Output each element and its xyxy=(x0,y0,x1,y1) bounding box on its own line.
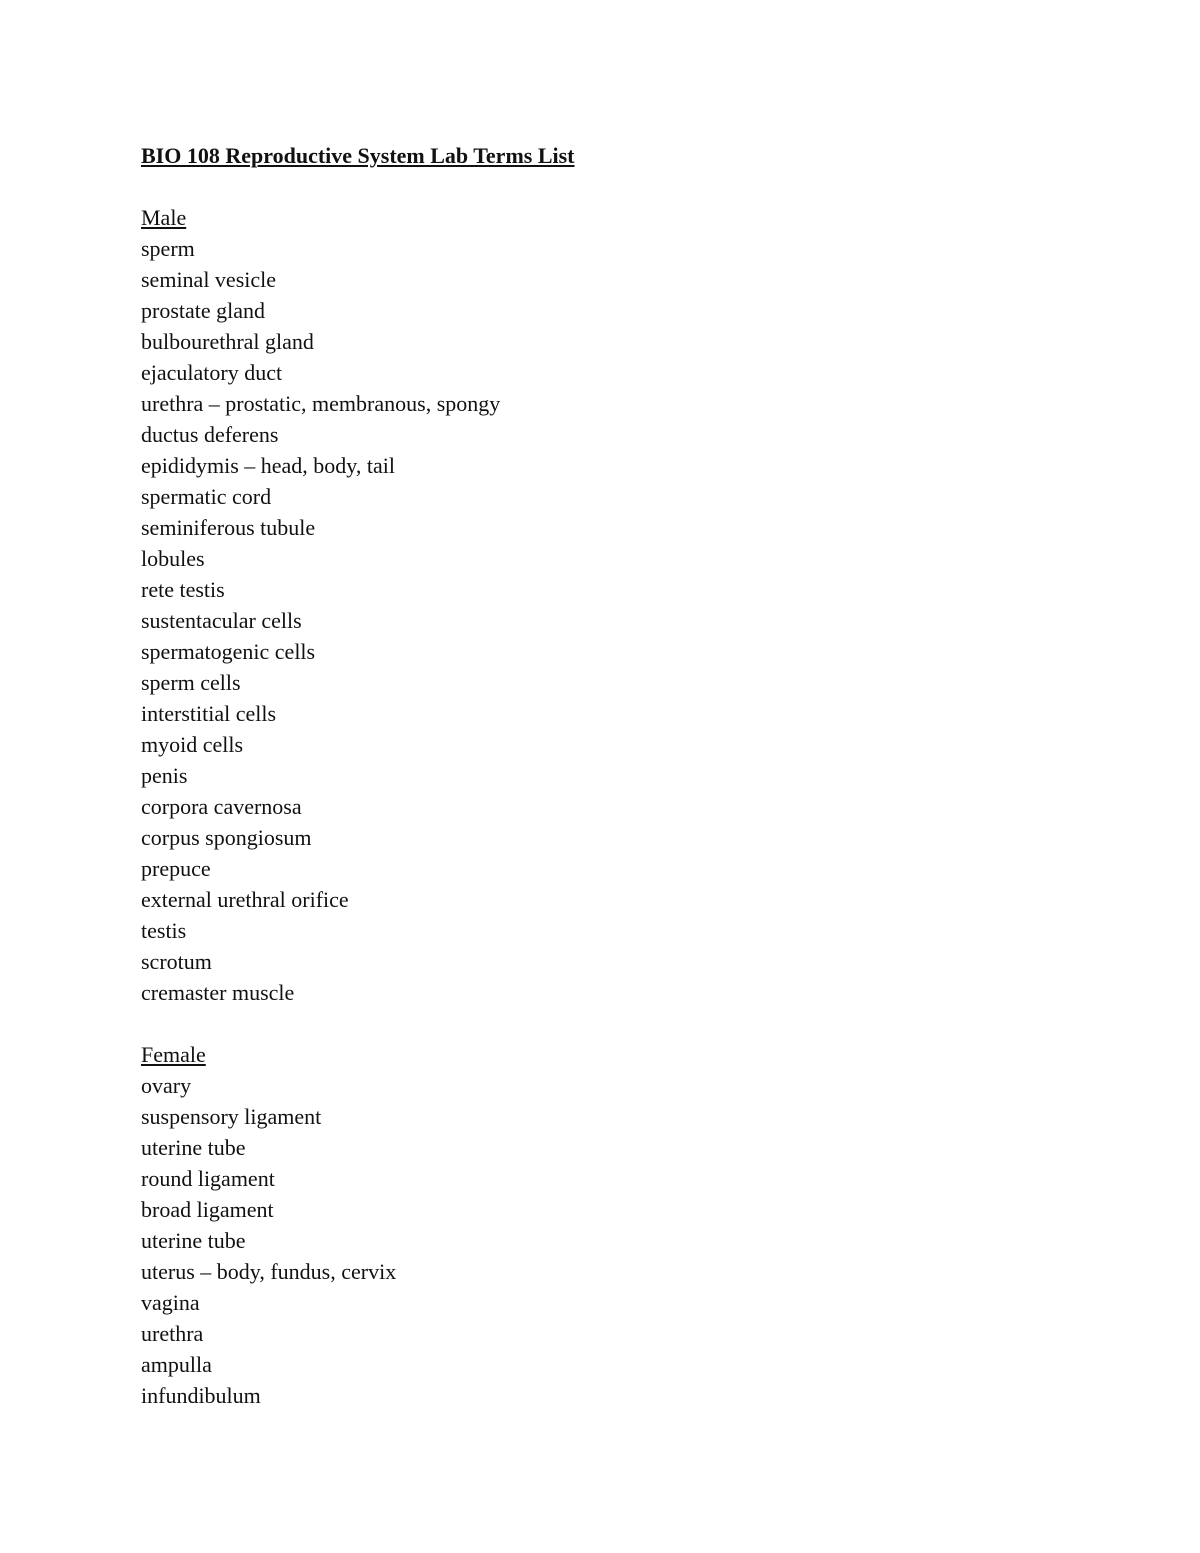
list-item: myoid cells xyxy=(141,732,244,757)
list-item: epididymis – head, body, tail xyxy=(141,453,395,478)
list-item: urethra – prostatic, membranous, spongy xyxy=(141,391,501,416)
blank-line xyxy=(141,1008,575,1039)
section-heading-male: Male xyxy=(141,205,187,230)
list-item: prostate gland xyxy=(141,298,266,323)
list-item: vagina xyxy=(141,1290,200,1315)
list-item: suspensory ligament xyxy=(141,1104,322,1129)
list-item: sperm xyxy=(141,236,195,261)
list-item: seminal vesicle xyxy=(141,267,277,292)
list-item: ductus deferens xyxy=(141,422,279,447)
list-item: uterine tube xyxy=(141,1228,246,1253)
section-male xyxy=(141,202,575,1008)
list-item: sustentacular cells xyxy=(141,608,302,633)
list-item: seminiferous tubule xyxy=(141,515,316,540)
list-item: ejaculatory duct xyxy=(141,360,283,385)
list-item: spermatic cord xyxy=(141,484,272,509)
section-female xyxy=(141,1039,575,1411)
list-item: cremaster muscle xyxy=(141,980,295,1005)
list-item: external urethral orifice xyxy=(141,887,349,912)
list-item: urethra xyxy=(141,1321,204,1346)
list-item: rete testis xyxy=(141,577,225,602)
list-item: interstitial cells xyxy=(141,701,277,726)
blank-line xyxy=(141,171,575,202)
list-item: corpora cavernosa xyxy=(141,794,302,819)
list-item: sperm cells xyxy=(141,670,241,695)
list-item: testis xyxy=(141,918,187,943)
list-item: scrotum xyxy=(141,949,212,974)
section-heading-female: Female xyxy=(141,1042,206,1067)
list-item: ovary xyxy=(141,1073,192,1098)
list-item: prepuce xyxy=(141,856,211,881)
list-item: bulbourethral gland xyxy=(141,329,314,354)
list-item: corpus spongiosum xyxy=(141,825,312,850)
list-item: uterus – body, fundus, cervix xyxy=(141,1259,397,1284)
list-item: penis xyxy=(141,763,188,788)
list-item: lobules xyxy=(141,546,205,571)
list-item: ampulla xyxy=(141,1352,212,1377)
document-title: BIO 108 Reproductive System Lab Terms List xyxy=(141,143,575,168)
list-item: infundibulum xyxy=(141,1383,261,1408)
list-item: round ligament xyxy=(141,1166,275,1191)
term-list-female xyxy=(141,1070,575,1411)
list-item: broad ligament xyxy=(141,1197,274,1222)
list-item: uterine tube xyxy=(141,1135,246,1160)
term-list-male xyxy=(141,233,575,1008)
document-body xyxy=(141,140,575,1411)
list-item: spermatogenic cells xyxy=(141,639,316,664)
